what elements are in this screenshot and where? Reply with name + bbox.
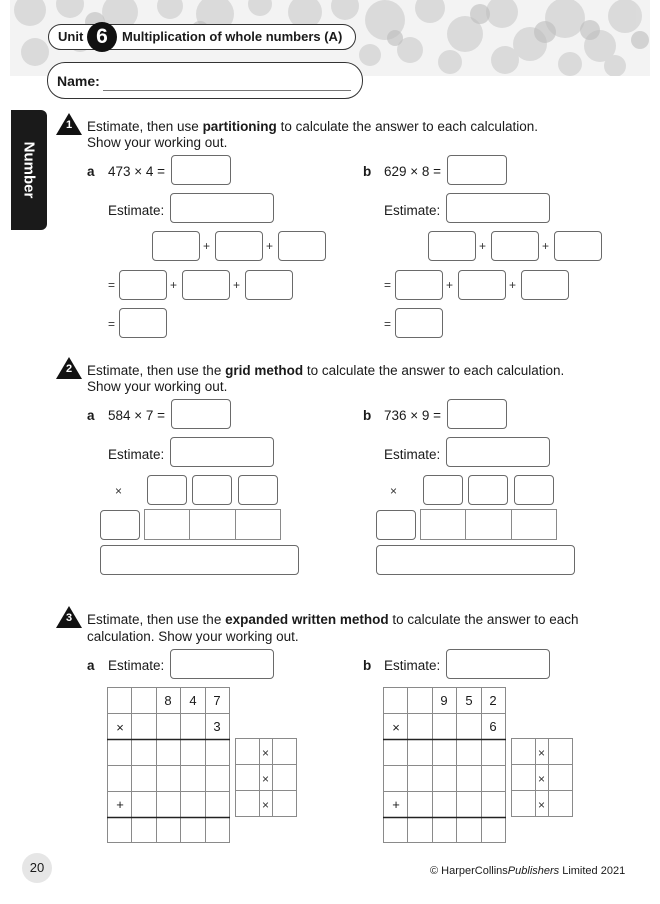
q3b-estimate-box[interactable] bbox=[446, 649, 550, 679]
q1a-partition-box[interactable] bbox=[152, 231, 200, 261]
q1a-letter: a bbox=[87, 164, 95, 179]
q2b-letter: b bbox=[363, 408, 372, 423]
q1a-expression: 473 × 4 = bbox=[108, 164, 166, 179]
q1b-answer-box[interactable] bbox=[447, 155, 507, 185]
equals-sign: = bbox=[108, 278, 116, 292]
unit-label: Unit bbox=[58, 29, 84, 44]
q1b-product-box[interactable] bbox=[458, 270, 506, 300]
times-sign: × bbox=[262, 746, 270, 760]
q2b-total-box[interactable] bbox=[376, 545, 575, 575]
q1b-total-box[interactable] bbox=[395, 308, 443, 338]
copyright-publisher: Publishers bbox=[507, 865, 560, 877]
q1b-partition-box[interactable] bbox=[491, 231, 539, 261]
q2b-estimate-label: Estimate: bbox=[384, 447, 441, 462]
question-3-instruction bbox=[87, 611, 579, 628]
plus-sign: + bbox=[203, 239, 211, 253]
question-3-number: 3 bbox=[65, 612, 73, 624]
q1b-estimate-box[interactable] bbox=[446, 193, 550, 223]
q2a-total-box[interactable] bbox=[100, 545, 299, 575]
times-sign: × bbox=[116, 720, 124, 735]
q1-text-post: to calculate the answer to each calculation. bbox=[276, 119, 538, 134]
q1a-answer-box[interactable] bbox=[171, 155, 231, 185]
q2a-letter: a bbox=[87, 408, 95, 423]
q2-method-name: grid method bbox=[225, 363, 304, 378]
q3b-digit-hundreds: 9 bbox=[440, 693, 448, 708]
question-2-instruction-line2: Show your working out. bbox=[87, 379, 228, 394]
q1a-partition-box[interactable] bbox=[215, 231, 263, 261]
question-3-instruction-line2: calculation. Show your working out. bbox=[87, 629, 299, 644]
times-sign: × bbox=[262, 772, 270, 786]
q2b-grid-row[interactable] bbox=[420, 509, 558, 546]
question-2-marker bbox=[56, 357, 82, 384]
question-3-marker bbox=[56, 606, 82, 633]
q3a-estimate-box[interactable] bbox=[170, 649, 274, 679]
q1a-product-box[interactable] bbox=[119, 270, 167, 300]
q3-text-pre: Estimate, then use the bbox=[87, 612, 226, 627]
times-sign: × bbox=[115, 484, 123, 498]
plus-sign: + bbox=[446, 278, 454, 292]
q1b-partition-box[interactable] bbox=[554, 231, 602, 261]
q3b-digit-tens: 5 bbox=[465, 693, 473, 708]
q3a-letter: a bbox=[87, 658, 95, 673]
copyright-pre: © HarperCollins bbox=[430, 865, 508, 877]
q1a-estimate-box[interactable] bbox=[170, 193, 274, 223]
q2-text-post: to calculate the answer to each calculation. bbox=[303, 363, 565, 378]
times-sign: × bbox=[538, 798, 546, 812]
q2a-estimate-box[interactable] bbox=[170, 437, 274, 467]
question-1-number: 1 bbox=[65, 119, 73, 131]
q2a-grid-header-box[interactable] bbox=[147, 475, 187, 505]
q2-text-pre: Estimate, then use the bbox=[87, 363, 226, 378]
copyright-post: Limited 2021 bbox=[559, 865, 626, 877]
question-2-number: 2 bbox=[65, 363, 73, 375]
times-sign: × bbox=[392, 720, 400, 735]
q3b-multiplier: 6 bbox=[489, 719, 497, 734]
name-label: Name: bbox=[57, 73, 100, 89]
unit-title: Multiplication of whole numbers (A) bbox=[122, 29, 343, 44]
plus-sign: + bbox=[542, 239, 550, 253]
q3-text-post: to calculate the answer to each bbox=[388, 612, 579, 627]
times-sign: × bbox=[262, 798, 270, 812]
question-1-instruction-line2: Show your working out. bbox=[87, 135, 228, 150]
q3a-digit-ones: 7 bbox=[213, 693, 221, 708]
q1b-expression: 629 × 8 = bbox=[384, 164, 442, 179]
q1a-partition-box[interactable] bbox=[278, 231, 326, 261]
q3a-digit-tens: 4 bbox=[189, 693, 197, 708]
plus-sign: + bbox=[392, 797, 400, 812]
page-number: 20 bbox=[22, 853, 52, 883]
q2a-estimate-label: Estimate: bbox=[108, 447, 165, 462]
q2a-expression: 584 × 7 = bbox=[108, 408, 166, 423]
q3a-digit-hundreds: 8 bbox=[164, 693, 172, 708]
q3b-letter: b bbox=[363, 658, 372, 673]
q2a-grid-header-box[interactable] bbox=[238, 475, 278, 505]
q2b-grid-header-box[interactable] bbox=[514, 475, 554, 505]
q1b-letter: b bbox=[363, 164, 372, 179]
q3a-estimate-label: Estimate: bbox=[108, 658, 165, 673]
q3b-digit-ones: 2 bbox=[489, 693, 497, 708]
q3a-column-grid[interactable] bbox=[107, 687, 232, 850]
q3a-multiplier: 3 bbox=[213, 719, 221, 734]
question-1-marker bbox=[56, 113, 82, 140]
q3b-estimate-label: Estimate: bbox=[384, 658, 441, 673]
q2a-grid-header-box[interactable] bbox=[192, 475, 232, 505]
plus-sign: + bbox=[479, 239, 487, 253]
q1b-estimate-label: Estimate: bbox=[384, 203, 441, 218]
plus-sign: + bbox=[266, 239, 274, 253]
q3-method-name: expanded written method bbox=[225, 612, 389, 627]
q2b-answer-box[interactable] bbox=[447, 399, 507, 429]
q1b-product-box[interactable] bbox=[521, 270, 569, 300]
section-tab-label: Number bbox=[20, 141, 38, 199]
plus-sign: + bbox=[170, 278, 178, 292]
question-2-instruction bbox=[87, 362, 564, 379]
q1a-estimate-label: Estimate: bbox=[108, 203, 165, 218]
q1b-partition-box[interactable] bbox=[428, 231, 476, 261]
q1a-product-box[interactable] bbox=[182, 270, 230, 300]
q2b-expression: 736 × 9 = bbox=[384, 408, 442, 423]
equals-sign: = bbox=[384, 278, 392, 292]
unit-number-badge: 6 bbox=[87, 22, 117, 52]
question-1-instruction bbox=[87, 118, 538, 135]
q2b-grid-multiplier-box[interactable] bbox=[376, 510, 416, 540]
q1-method-name: partitioning bbox=[202, 119, 277, 134]
plus-sign: + bbox=[116, 797, 124, 812]
q1-text-pre: Estimate, then use bbox=[87, 119, 203, 134]
times-sign: × bbox=[538, 746, 546, 760]
copyright-notice bbox=[430, 865, 625, 877]
plus-sign: + bbox=[509, 278, 517, 292]
q1b-product-box[interactable] bbox=[395, 270, 443, 300]
times-sign: × bbox=[390, 484, 398, 498]
equals-sign: = bbox=[108, 317, 116, 331]
q2a-grid-row[interactable] bbox=[144, 509, 282, 546]
q1a-total-box[interactable] bbox=[119, 308, 167, 338]
q2b-grid-header-box[interactable] bbox=[423, 475, 463, 505]
q2b-estimate-box[interactable] bbox=[446, 437, 550, 467]
times-sign: × bbox=[538, 772, 546, 786]
q3b-column-grid[interactable] bbox=[383, 687, 508, 850]
q2b-grid-header-box[interactable] bbox=[468, 475, 508, 505]
equals-sign: = bbox=[384, 317, 392, 331]
plus-sign: + bbox=[233, 278, 241, 292]
name-input-line[interactable] bbox=[103, 90, 351, 91]
q1a-product-box[interactable] bbox=[245, 270, 293, 300]
q2a-grid-multiplier-box[interactable] bbox=[100, 510, 140, 540]
q2a-answer-box[interactable] bbox=[171, 399, 231, 429]
